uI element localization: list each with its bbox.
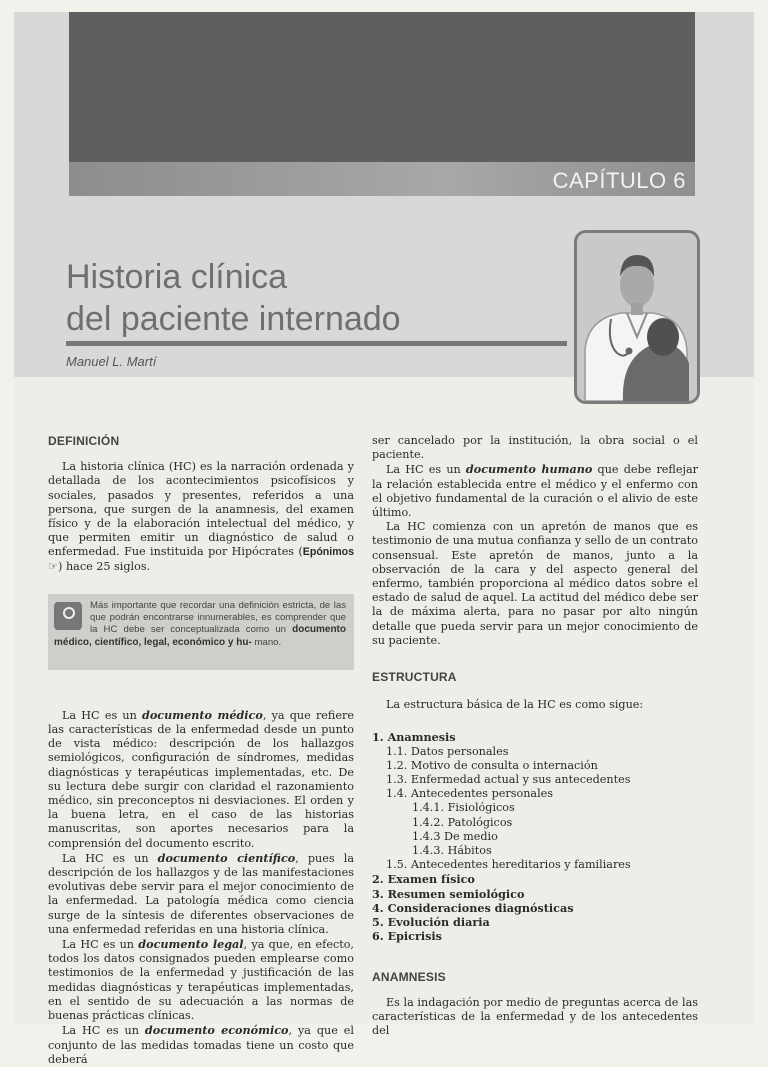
list-item: 1.4.3 De medio bbox=[412, 829, 498, 843]
doctor-patient-illustration bbox=[574, 230, 700, 404]
estructura-intro: La estructura básica de la HC es como sigue: bbox=[386, 698, 644, 712]
paragraph-text: que debe reflejar la relación establecida entre el médico y el enfermo con el objetivo fundamental de la curación o el alivio de este último. bbox=[372, 463, 698, 520]
estructura-list bbox=[372, 730, 698, 943]
paragraph-text: , ya que refiere las características de la enfermedad desde un punto de vista médico: descripción de los hallazgos semiológicos, configuración de síndromes, medidas diagnósticas y terapéuticas implementadas, etc. De su lectura debe surgir con claridad el razonamiento médico, sin preconceptos ni desviaciones. El orden y la buena letra, en el caso de las historias manuscritas, son aportes necesarios para la comprensión del documento escrito. bbox=[48, 708, 354, 850]
body-paragraph bbox=[48, 708, 354, 851]
anamnesis-heading: ANAMNESIS bbox=[372, 969, 446, 984]
emphasis-documento-economico: documento económico bbox=[144, 1023, 289, 1038]
paragraph-text: , ya que el conjunto de las medidas tomadas tiene un costo que deberá bbox=[48, 1024, 354, 1066]
chapter-title bbox=[66, 256, 401, 340]
list-item: 3. Resumen semiológico bbox=[372, 886, 525, 901]
paragraph-text: , ya que, en efecto, todos los datos consignados pueden emplearse como testimonios de la enfermedad y justificación de las medidas diagnósticas y terapéuticas implementadas, en el sentido de su adecuación a las normas de buenas prácticas clínicas. bbox=[48, 938, 354, 1023]
emphasis-documento-cientifico: documento científico bbox=[157, 850, 296, 865]
list-item: 6. Epicrisis bbox=[372, 929, 442, 944]
title-line-1: Historia clínica bbox=[66, 258, 288, 296]
pointing-hand-icon: ☞ bbox=[48, 559, 59, 573]
list-item: 1.4.3. Hábitos bbox=[412, 844, 492, 858]
definicion-text-start: La historia clínica (HC) es la narración ordenada y detallada de los acontecimientos psicofísicos y sociales, pasados y presentes, referidos a una persona, que surgen de la anamnesis, del examen físico y de la elaboración intelectual del médico, y que permiten emitir un diagnóstico de salud o enfermedad. Fue instituida por Hipócrates ( bbox=[48, 460, 354, 559]
eponimos-link[interactable]: Epónimos bbox=[302, 546, 354, 559]
body-paragraph bbox=[48, 1023, 354, 1067]
note-bold-text: documento médico, científico, legal, económico y hu- bbox=[54, 624, 346, 648]
body-paragraph bbox=[372, 462, 698, 520]
paragraph-text: La HC es un bbox=[62, 938, 139, 952]
body-paragraph bbox=[48, 851, 354, 937]
paragraph-text: , pues la descripción de los hallazgos y de las manifestaciones evolutivas debe servir para el mejor conocimiento de la enfermedad. La patología médica como ciencia surge de la síntesis de diferentes observaciones de una enfermedad referidas en una historia clínica. bbox=[48, 851, 354, 936]
continued-paragraph: ser cancelado por la institución, la obra social o el paciente. bbox=[372, 434, 698, 462]
header-dark-bar bbox=[69, 12, 695, 162]
paragraph-text: La HC es un bbox=[62, 1024, 145, 1038]
emphasis-documento-humano: documento humano bbox=[465, 462, 593, 477]
list-item: 1.4.2. Patológicos bbox=[412, 815, 513, 829]
list-item: 4. Consideraciones diagnósticas bbox=[372, 900, 574, 915]
note-box bbox=[48, 594, 354, 670]
title-line-2: del paciente internado bbox=[66, 300, 401, 338]
body-paragraph: La HC comienza con un apretón de manos que es testimonio de una mutua confianza y sello de un contrato consensual. Este apretón de manos, junto a la observación de la cara y del aspecto general del enfermo, también proporciona al médico datos sobre el estado de salud de aquel. La actitud del médico debe ser la de máxima alerta, para no pasar por alto ningún detalle que pueda servir para un mejor conocimiento de su paciente. bbox=[372, 520, 698, 647]
note-text: Más importante que recordar una definición estricta, de las que podrán encontrarse innumerables, es comprender que la HC debe ser conceptualizada como un bbox=[90, 599, 346, 636]
definicion-paragraph bbox=[48, 460, 354, 574]
list-item: 2. Examen físico bbox=[372, 872, 475, 887]
body-paragraph bbox=[48, 937, 354, 1023]
anamnesis-paragraph: Es la indagación por medio de preguntas acerca de las características de la enfermedad y de los antecedentes del bbox=[372, 995, 698, 1038]
emphasis-documento-legal: documento legal bbox=[138, 937, 244, 952]
list-item: 1.3. Enfermedad actual y sus antecedentes bbox=[386, 773, 631, 787]
list-item: 1.5. Antecedentes hereditarios y familiares bbox=[386, 858, 631, 872]
left-column bbox=[48, 434, 354, 1067]
list-item: 1.4.1. Fisiológicos bbox=[412, 801, 515, 815]
title-rule bbox=[66, 341, 567, 346]
author-name: Manuel L. Martí bbox=[66, 354, 157, 369]
list-item: 1.1. Datos personales bbox=[386, 744, 509, 758]
list-item: 5. Evolución diaria bbox=[372, 915, 490, 930]
magnifier-icon bbox=[54, 602, 82, 630]
paragraph-text: La HC es un bbox=[386, 463, 466, 477]
estructura-heading: ESTRUCTURA bbox=[372, 670, 457, 685]
paragraph-text: La HC es un bbox=[62, 851, 158, 865]
list-item: 1. Anamnesis bbox=[372, 730, 456, 745]
right-column bbox=[372, 434, 698, 1038]
emphasis-documento-medico: documento médico bbox=[142, 707, 263, 722]
list-item: 1.2. Motivo de consulta o internación bbox=[386, 758, 598, 772]
paragraph-text: La HC es un bbox=[62, 708, 143, 722]
header-band bbox=[14, 12, 754, 377]
definicion-heading: DEFINICIÓN bbox=[48, 434, 120, 448]
chapter-label: CAPÍTULO 6 bbox=[552, 168, 686, 193]
list-item: 1.4. Antecedentes personales bbox=[386, 787, 554, 801]
doctor-icon bbox=[577, 233, 697, 401]
definicion-text-end: ) hace 25 siglos. bbox=[58, 559, 151, 573]
note-end-text: mano. bbox=[254, 636, 282, 648]
